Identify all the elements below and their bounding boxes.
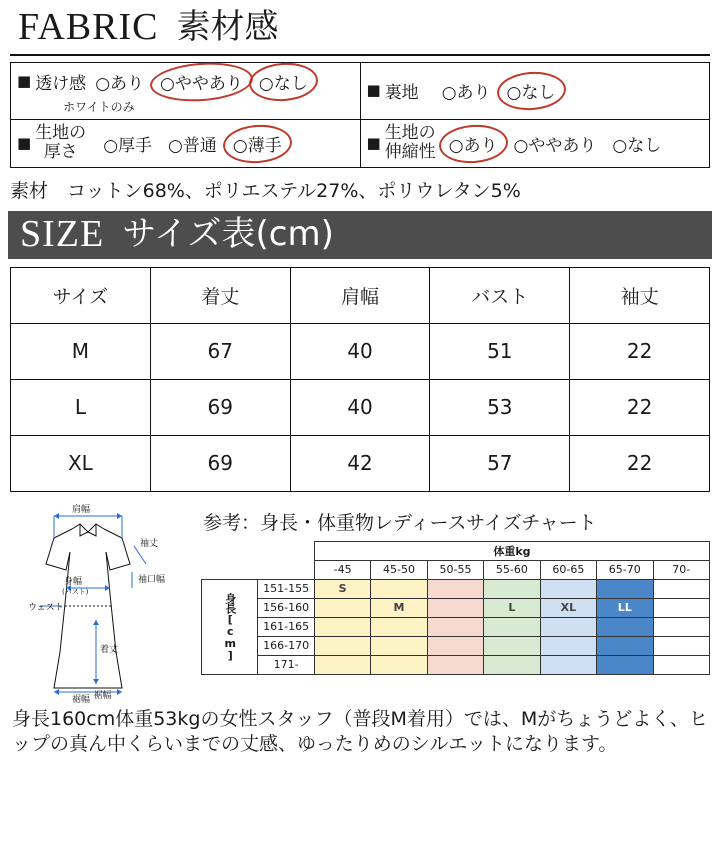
- figure-label-sleeve-length: 袖丈: [140, 538, 159, 549]
- staff-fit-description: 身長160cm体重53kgの女性スタッフ（普段M着用）では、Mがちょうどよく、ヒップの真ん中くらいまでの丈感、ゆったりめのシルエットになります。: [12, 707, 708, 755]
- fabric-divider: [10, 54, 710, 56]
- size-section-header: [8, 211, 712, 259]
- table-row: [11, 62, 710, 119]
- size-header-2: 肩幅: [290, 267, 430, 323]
- size-l-bust: 53: [430, 379, 570, 435]
- size-xl-shoulder: 42: [290, 435, 430, 491]
- size-header-0: サイズ: [11, 267, 151, 323]
- option-stretch-0[interactable]: ○あり: [446, 129, 501, 158]
- chart-weight-col-0: -45: [314, 560, 370, 579]
- option-lining-1[interactable]: ○なし: [504, 76, 559, 105]
- size-xl-length: 69: [150, 435, 290, 491]
- option-stretch-2[interactable]: ○なし: [612, 135, 662, 156]
- table-row: [202, 598, 710, 617]
- bullet-square-icon: ■: [17, 133, 32, 152]
- chart-height-row-4: 171-: [258, 655, 314, 674]
- option-lining-0[interactable]: ○あり: [441, 83, 491, 104]
- bullet-square-icon: ■: [366, 133, 381, 152]
- chart-weight-col-2: 50-55: [427, 560, 483, 579]
- option-sheerness-2[interactable]: ○なし: [256, 67, 311, 96]
- material-composition: 素材 コットン68%、ポリエステル27%、ポリウレタン5%: [10, 179, 521, 202]
- table-row: [11, 379, 710, 435]
- chart-cell-xl: XL: [540, 598, 596, 617]
- chart-height-header: 身長[cm]: [202, 579, 258, 674]
- figure-label-total-length: 着丈: [100, 644, 119, 655]
- fabric-cell-sheerness: [11, 62, 361, 119]
- chart-cell-m: M: [371, 598, 427, 617]
- chart-weight-header: 体重kg: [314, 541, 709, 560]
- figure-label-sleeve-opening: 袖口幅: [138, 574, 166, 585]
- fabric-label-stretch-line1: 生地の: [384, 122, 436, 143]
- size-table: [10, 267, 710, 492]
- figure-label-waist: ウェスト: [28, 602, 64, 613]
- table-row: [202, 617, 710, 636]
- bottom-area: [10, 502, 710, 705]
- dress-outline-icon: [10, 502, 195, 705]
- fabric-cell-stretch: [360, 119, 710, 167]
- fabric-label-stretch: [385, 124, 436, 163]
- table-row: [11, 323, 710, 379]
- size-l-sleeve: 22: [570, 379, 710, 435]
- table-row: [11, 435, 710, 491]
- chart-weight-col-5: 65-70: [597, 560, 653, 579]
- fabric-title-jp: 素材感: [176, 7, 279, 48]
- chart-weight-col-1: 45-50: [371, 560, 427, 579]
- fabric-label-thickness-line1: 生地の: [35, 122, 87, 143]
- product-spec-page: [0, 6, 720, 861]
- garment-measurement-diagram: [10, 502, 195, 705]
- height-weight-chart: [201, 541, 710, 675]
- fabric-title-en: FABRIC: [18, 6, 159, 48]
- size-l-name: L: [11, 379, 151, 435]
- fabric-label-thickness-line2: 厚さ: [43, 142, 78, 163]
- chart-cell-s: S: [314, 579, 370, 598]
- table-row: [202, 541, 710, 560]
- table-row: [202, 636, 710, 655]
- table-row: [202, 655, 710, 674]
- figure-label-hem: 裾幅: [72, 694, 91, 705]
- fabric-label-stretch-line2: 伸縮性: [384, 142, 436, 163]
- size-header-1: 着丈: [150, 267, 290, 323]
- bullet-square-icon: ■: [366, 81, 381, 100]
- size-m-name: M: [11, 323, 151, 379]
- fabric-label-sheerness: 透け感: [35, 73, 87, 94]
- size-chart-title: 参考：身長・体重物レディースサイズチャート: [203, 511, 597, 534]
- chart-weight-col-3: 55-60: [484, 560, 540, 579]
- size-m-sleeve: 22: [570, 323, 710, 379]
- size-xl-sleeve: 22: [570, 435, 710, 491]
- size-m-length: 67: [150, 323, 290, 379]
- fabric-label-lining: 裏地: [384, 83, 419, 104]
- chart-height-row-2: 161-165: [258, 617, 314, 636]
- size-chart-block: [201, 502, 710, 701]
- fabric-table: [10, 62, 710, 168]
- fabric-note-sheerness: ホワイトのみ: [63, 99, 135, 114]
- figure-hem-caption: 裾幅: [93, 690, 112, 701]
- table-row: [202, 579, 710, 598]
- fabric-section-header: [8, 6, 712, 50]
- option-sheerness-0[interactable]: ○あり: [95, 73, 145, 94]
- option-thickness-2[interactable]: ○薄手: [230, 129, 285, 158]
- table-row: [11, 119, 710, 167]
- option-sheerness-1[interactable]: ○ややあり: [157, 67, 246, 96]
- fabric-cell-thickness: [11, 119, 361, 167]
- figure-label-body-width: 身幅: [64, 576, 83, 587]
- table-header-row: [202, 560, 710, 579]
- size-title-jp: サイズ表(cm): [122, 214, 334, 255]
- size-title-en: SIZE: [20, 212, 105, 255]
- size-m-bust: 51: [430, 323, 570, 379]
- fabric-cell-lining: [360, 62, 710, 119]
- size-m-shoulder: 40: [290, 323, 430, 379]
- size-l-shoulder: 40: [290, 379, 430, 435]
- option-thickness-1[interactable]: ○普通: [168, 135, 217, 156]
- size-xl-bust: 57: [430, 435, 570, 491]
- figure-label-body-width-sub: (バスト): [62, 587, 89, 596]
- size-xl-name: XL: [11, 435, 151, 491]
- fabric-label-thickness: [35, 124, 86, 163]
- chart-height-row-1: 156-160: [258, 598, 314, 617]
- figure-label-shoulder: 肩幅: [72, 504, 91, 515]
- chart-cell-l: L: [484, 598, 540, 617]
- chart-weight-col-6: 70-: [653, 560, 710, 579]
- size-l-length: 69: [150, 379, 290, 435]
- option-stretch-1[interactable]: ○ややあり: [513, 135, 597, 156]
- size-header-3: バスト: [430, 267, 570, 323]
- chart-height-row-3: 166-170: [258, 636, 314, 655]
- table-header-row: [11, 267, 710, 323]
- size-header-4: 袖丈: [570, 267, 710, 323]
- chart-weight-col-4: 60-65: [540, 560, 596, 579]
- bullet-square-icon: ■: [17, 71, 32, 90]
- chart-height-row-0: 151-155: [258, 579, 314, 598]
- option-thickness-0[interactable]: ○厚手: [103, 135, 153, 156]
- chart-cell-ll: LL: [597, 598, 653, 617]
